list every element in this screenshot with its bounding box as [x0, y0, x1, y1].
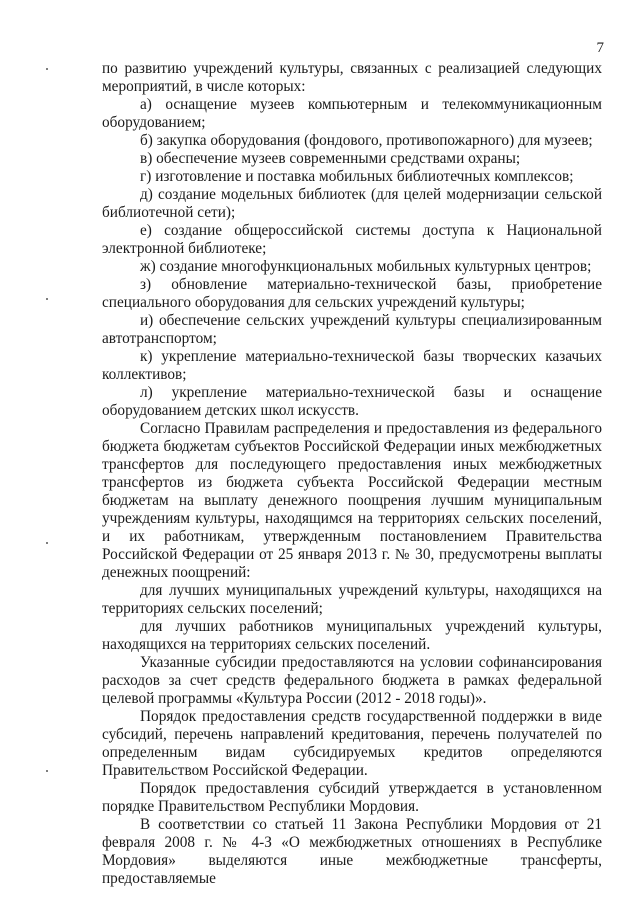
paragraph: по развитию учреждений культуры, связанных с реализацией следующих мероприятий, в числе которых: [102, 60, 602, 95]
margin-mark [46, 542, 48, 544]
document-body [102, 60, 602, 888]
list-item: в) обеспечение музеев современными средствами охраны; [140, 150, 521, 167]
page-number: 7 [596, 40, 604, 56]
list-item: и) обеспечение сельских учреждений культуры специализированным автотранспортом; [102, 312, 602, 347]
list-item: е) создание общероссийской системы доступа к Национальной электронной библиотеке; [102, 222, 602, 257]
paragraph: Указанные субсидии предоставляются на условии софинансирования расходов за счет средств федерального бюджета в рамках федеральной целевой программы «Культура России (2012 - 2018 годы)». [102, 654, 602, 707]
list-item: з) обновление материально-технической базы, приобретение специального оборудования для сельских учреждений культуры; [102, 276, 602, 311]
margin-mark [46, 298, 48, 300]
list-item: г) изготовление и поставка мобильных библиотечных комплексов; [140, 168, 574, 185]
paragraph: В соответствии со статьей 11 Закона Республики Мордовия от 21 февраля 2008 г. № 4-З «О межбюджетных отношениях в Республике Мордовия» выделяются иные межбюджетные трансферты, предоставляемые [102, 816, 602, 887]
paragraph: Порядок предоставления средств государственной поддержки в виде субсидий, перечень направлений кредитования, перечень получателей по определенным видам субсидируемых кредитов определяются Правительством Российской Федерации. [102, 708, 602, 779]
list-item: к) укрепление материально-технической базы творческих казачьих коллективов; [102, 348, 602, 383]
list-item: для лучших муниципальных учреждений культуры, находящихся на территориях сельских поселений; [102, 582, 602, 617]
list-item: а) оснащение музеев компьютерным и телекоммуникационным оборудованием; [102, 96, 602, 131]
margin-mark [46, 68, 48, 70]
paragraph: Порядок предоставления субсидий утверждается в установленном порядке Правительством Республики Мордовия. [102, 780, 602, 815]
list-item: д) создание модельных библиотек (для целей модернизации сельской библиотечной сети); [102, 186, 602, 221]
margin-mark [46, 770, 48, 772]
list-item: для лучших работников муниципальных учреждений культуры, находящихся на территориях сельских поселений. [102, 618, 602, 653]
paragraph: Согласно Правилам распределения и предоставления из федерального бюджета бюджетам субъектов Российской Федерации иных межбюджетных трансфертов для последующего предоставления иных межбюджетных трансфертов из бюджета субъекта Российской Федерации местным бюджетам на выплату денежного поощрения лучшим муниципальным учреждениям культуры, находящимся на территориях сельских поселений, и их работникам, утвержденным постановлением Правительства Российской Федерации от 25 января 2013 г. № 30, предусмотрены выплаты денежных поощрений: [102, 420, 602, 581]
list-item: ж) создание многофункциональных мобильных культурных центров; [140, 258, 592, 275]
list-item: б) закупка оборудования (фондового, противопожарного) для музеев; [140, 132, 593, 149]
list-item: л) укрепление материально-технической базы и оснащение оборудованием детских школ искусств. [102, 384, 602, 419]
